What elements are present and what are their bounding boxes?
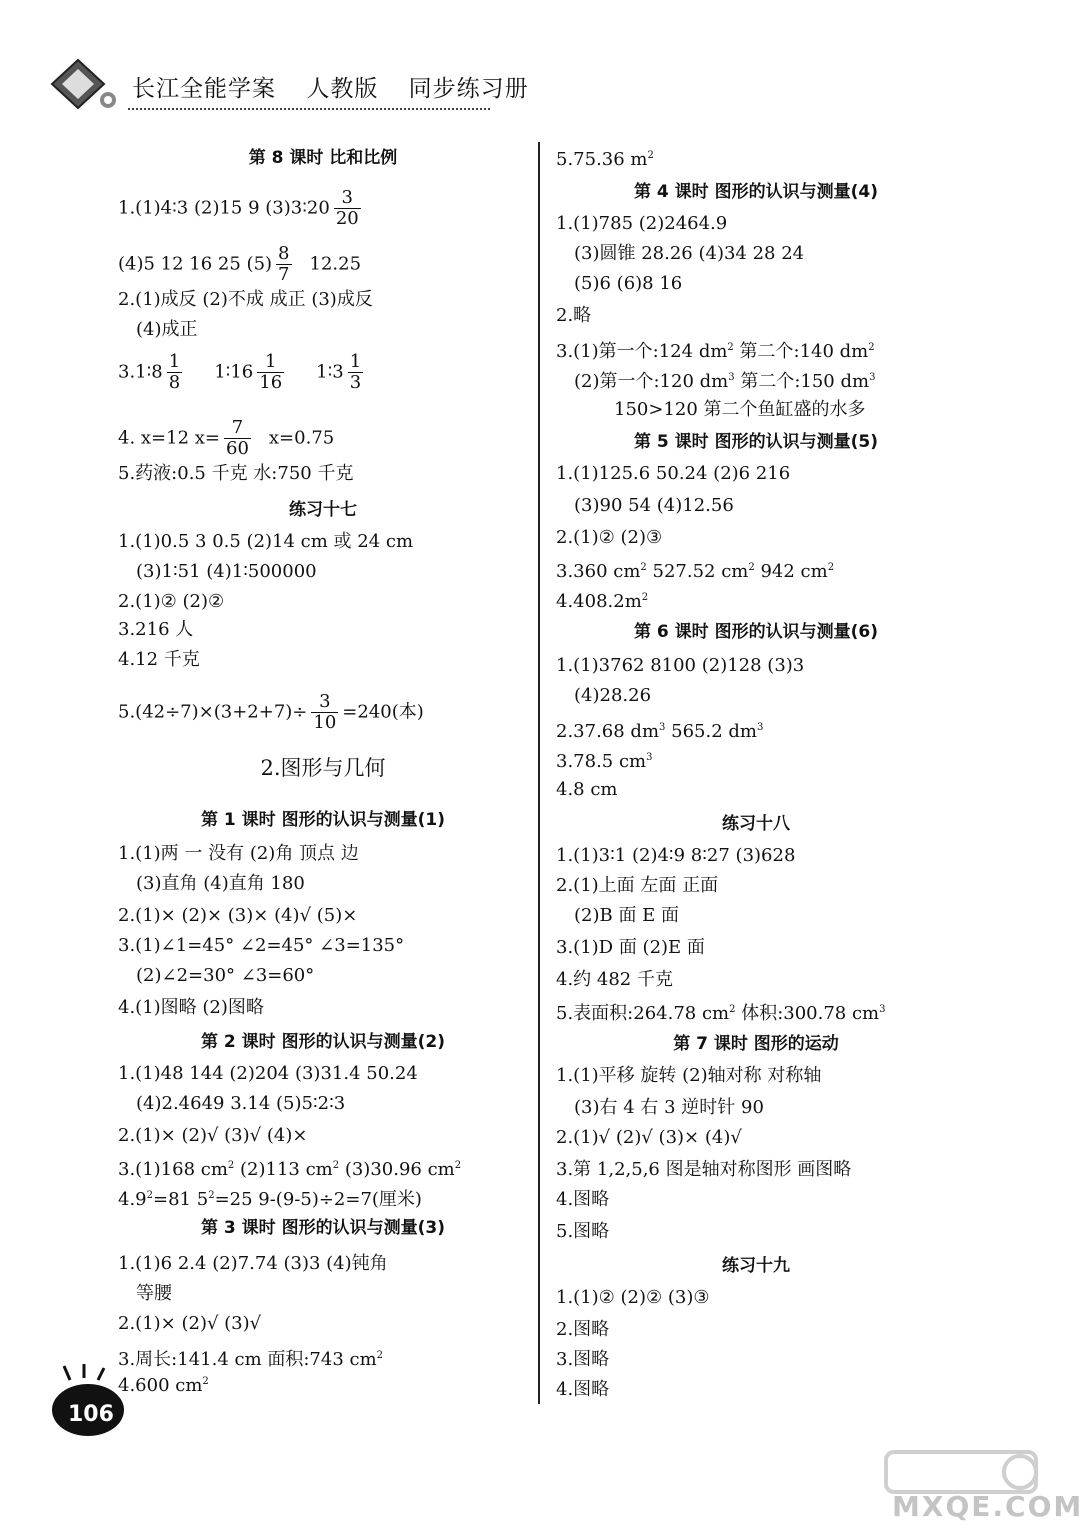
fraction: [334, 188, 361, 229]
page-number: 106: [68, 1402, 114, 1427]
answer-line: (3)90 54 (4)12.56: [574, 495, 734, 516]
answer-text: 体积:300.78 cm: [735, 1003, 880, 1024]
answer-line: [556, 998, 885, 1026]
superscript: 3: [646, 752, 653, 763]
answer-line: 4.图略: [556, 1379, 610, 1400]
answer-text: 4.9: [118, 1189, 147, 1210]
answer-line: [118, 188, 365, 229]
answer-text: 4. x=12 x=: [118, 427, 220, 449]
answer-line: 1.(1)3762 8100 (2)128 (3)3: [556, 655, 805, 676]
answer-line: 等腰: [136, 1283, 172, 1304]
answer-line: 2.(1)× (2)√ (3)√ (4)×: [118, 1125, 308, 1146]
answer-line: 2.(1)② (2)②: [118, 591, 225, 612]
superscript: 2: [332, 1160, 340, 1171]
answer-line: 2.(1)× (2)× (3)× (4)√ (5)×: [118, 905, 358, 926]
answer-text: (3)30.96 cm: [339, 1159, 455, 1180]
numerator: 3: [311, 692, 338, 713]
answer-line: 2.(1)② (2)③: [556, 527, 663, 548]
answer-line: [118, 1344, 383, 1372]
answer-line: 3.第 1,2,5,6 图是轴对称图形 画图略: [556, 1159, 852, 1180]
answer-text: 1.(1)4∶3 (2)15 9 (3)3∶20: [118, 197, 330, 219]
answer-line: 4.约 482 千克: [556, 969, 673, 990]
section-heading: 第 3 课时 图形的认识与测量(3): [201, 1218, 445, 1238]
answer-line: 1.(1)两 一 没有 (2)角 顶点 边: [118, 843, 359, 864]
fraction: [257, 352, 284, 393]
answer-line: 5.图略: [556, 1221, 610, 1242]
answer-line: 3.216 人: [118, 619, 194, 640]
section-heading: 练习十七: [289, 500, 357, 520]
answer-line: (2)∠2=30° ∠3=60°: [136, 965, 315, 986]
book-logo-icon: [48, 56, 120, 112]
header-book: 长江全能学案: [132, 76, 276, 102]
numerator: 1: [168, 351, 181, 372]
numerator: 3: [334, 188, 361, 209]
superscript: 2: [202, 1376, 209, 1387]
answer-text: 1∶3: [316, 361, 344, 383]
answer-line: (3)1∶51 (4)1∶500000: [136, 561, 317, 582]
superscript: 3: [879, 1004, 886, 1015]
section-heading: 练习十八: [722, 814, 790, 834]
answer-line: 4.(1)图略 (2)图略: [118, 997, 264, 1018]
answer-line: [556, 144, 654, 172]
answer-text: 527.52 cm: [646, 561, 749, 582]
denominator: 20: [335, 208, 359, 229]
answer-line: [556, 586, 648, 614]
answer-line: [574, 366, 875, 394]
answer-line: 1.(1)6 2.4 (2)7.74 (3)3 (4)钝角: [118, 1253, 388, 1274]
answer-text: 第二个:140 dm: [733, 341, 869, 362]
answer-line: (2)B 面 E 面: [574, 905, 680, 926]
denominator: 3: [349, 372, 362, 393]
denominator: 16: [259, 372, 283, 393]
numerator: 8: [278, 243, 290, 264]
answer-line: (4)28.26: [574, 685, 652, 706]
superscript: 2: [640, 562, 647, 573]
answer-line: [556, 716, 763, 744]
answer-line: 5.药液:0.5 千克 水:750 千克: [118, 463, 354, 484]
answer-line: 3.(1)D 面 (2)E 面: [556, 937, 705, 958]
answer-line: 1.(1)3∶1 (2)4∶9 8∶27 (3)628: [556, 845, 796, 866]
section-heading: 第 8 课时 比和比例: [248, 148, 398, 168]
fraction: [276, 244, 291, 285]
superscript: 2: [376, 1350, 384, 1361]
answer-line: 2.略: [556, 305, 592, 326]
answer-line: [556, 746, 653, 774]
answer-line: 2.图略: [556, 1319, 610, 1340]
superscript: 2: [729, 1004, 736, 1015]
answer-text: =25 9-(9-5)÷2=7(厘米): [214, 1189, 422, 1210]
denominator: 7: [278, 264, 290, 285]
answer-text: =81 5: [153, 1189, 209, 1210]
superscript: 2: [146, 1190, 154, 1201]
superscript: 2: [641, 592, 649, 603]
superscript: 2: [227, 1160, 235, 1171]
answer-text: 3.(1)168 cm: [118, 1159, 228, 1180]
answer-text: 5.75.36 m: [556, 149, 648, 170]
answer-line: [556, 556, 834, 584]
answer-line: [556, 336, 875, 364]
answer-text: (2)113 cm: [234, 1159, 333, 1180]
answer-line: 2.(1)成反 (2)不成 成正 (3)成反: [118, 289, 373, 310]
answer-line: 2.(1)√ (2)√ (3)× (4)√: [556, 1127, 742, 1148]
answer-text: 2.37.68 dm: [556, 721, 660, 742]
chapter-heading: 2.图形与几何: [260, 756, 386, 780]
numerator: 1: [349, 351, 362, 372]
answer-line: [118, 352, 367, 393]
header-edition: 人教版: [306, 76, 379, 102]
answer-line: 1.(1)48 144 (2)204 (3)31.4 50.24: [118, 1063, 418, 1084]
superscript: 2: [827, 562, 835, 573]
section-heading: 第 5 课时 图形的认识与测量(5): [634, 432, 878, 452]
answer-text: =240(本): [342, 701, 424, 723]
answer-line: 1.(1)0.5 3 0.5 (2)14 cm 或 24 cm: [118, 531, 414, 552]
answer-text: 3.360 cm: [556, 561, 641, 582]
superscript: 2: [727, 342, 734, 353]
superscript: 3: [728, 372, 735, 383]
answer-line: [118, 1154, 461, 1182]
answer-text: 5.表面积:264.78 cm: [556, 1003, 730, 1024]
section-heading: 第 4 课时 图形的认识与测量(4): [634, 182, 878, 202]
answer-line: 1.(1)平移 旋转 (2)轴对称 对称轴: [556, 1065, 822, 1086]
answer-line: [118, 244, 361, 285]
answer-line: 2.(1)上面 左面 正面: [556, 875, 719, 896]
answer-text: 12.25: [309, 253, 362, 275]
answer-line: 1.(1)785 (2)2464.9: [556, 213, 728, 234]
answer-line: [118, 418, 334, 459]
answer-text: 5.(42÷7)×(3+2+7)÷: [118, 701, 308, 723]
fraction: [224, 418, 251, 459]
denominator: 60: [226, 438, 249, 459]
superscript: 3: [756, 722, 764, 733]
answer-text: 4.600 cm: [118, 1375, 203, 1396]
page-number-badge-icon: [40, 1360, 130, 1440]
superscript: 3: [659, 722, 666, 733]
superscript: 2: [868, 342, 875, 353]
answer-text: 3.周长:141.4 cm 面积:743 cm: [118, 1349, 377, 1370]
header-divider: [128, 108, 490, 110]
answer-text: 3.78.5 cm: [556, 751, 647, 772]
superscript: 2: [748, 562, 755, 573]
numerator: 1: [257, 352, 284, 373]
answer-line: [118, 692, 424, 733]
header-title: [132, 70, 529, 103]
column-divider: [538, 142, 540, 1404]
answer-line: [118, 1370, 209, 1398]
answer-text: 3.1∶8: [118, 361, 163, 383]
superscript: 2: [208, 1190, 215, 1201]
answer-text: 565.2 dm: [665, 721, 757, 742]
denominator: 8: [168, 372, 181, 393]
answer-line: 1.(1)② (2)② (3)③: [556, 1287, 710, 1308]
superscript: 3: [869, 372, 876, 383]
section-heading: 第 6 课时 图形的认识与测量(6): [634, 622, 878, 642]
answer-line: 2.(1)× (2)√ (3)√: [118, 1313, 262, 1334]
page-header: [40, 52, 529, 122]
answer-line: 1.(1)125.6 50.24 (2)6 216: [556, 463, 791, 484]
answer-line: (3)直角 (4)直角 180: [136, 873, 305, 894]
answer-text: 1∶16: [214, 361, 254, 383]
answer-line: (4)2.4649 3.14 (5)5∶2∶3: [136, 1093, 346, 1114]
answer-text: 4.408.2m: [556, 591, 642, 612]
answer-text: (2)第一个:120 dm: [574, 371, 729, 392]
answer-line: 4.图略: [556, 1189, 610, 1210]
answer-line: (5)6 (6)8 16: [574, 273, 683, 294]
answer-text: x=0.75: [268, 427, 335, 449]
answer-line: 4.12 千克: [118, 649, 200, 670]
section-heading: 第 2 课时 图形的认识与测量(2): [201, 1032, 445, 1052]
fraction: [311, 692, 338, 733]
answer-line: (3)右 4 右 3 逆时针 90: [574, 1097, 764, 1118]
fraction: [348, 352, 363, 393]
section-heading: 第 1 课时 图形的认识与测量(1): [201, 810, 445, 830]
answer-line: 3.图略: [556, 1349, 610, 1370]
section-heading: 练习十九: [722, 1256, 790, 1276]
answer-text: (4)5 12 16 25 (5): [118, 253, 273, 275]
superscript: 2: [647, 150, 654, 161]
superscript: 2: [454, 1160, 462, 1171]
header-series: 同步练习册: [408, 76, 529, 102]
answer-line: 3.(1)∠1=45° ∠2=45° ∠3=135°: [118, 935, 405, 956]
denominator: 10: [313, 712, 337, 733]
watermark-text: MXQE.COM: [892, 1490, 1083, 1523]
answer-line: 150>120 第二个鱼缸盛的水多: [614, 399, 866, 420]
answer-line: 4.8 cm: [556, 779, 618, 800]
fraction: [167, 352, 182, 393]
answer-line: [118, 1184, 422, 1212]
answer-line: (3)圆锥 28.26 (4)34 28 24: [574, 243, 805, 264]
answer-text: 3.(1)第一个:124 dm: [556, 341, 728, 362]
section-heading: 第 7 课时 图形的运动: [673, 1034, 839, 1054]
answer-line: (4)成正: [136, 319, 198, 340]
answer-text: 942 cm: [754, 561, 828, 582]
numerator: 7: [224, 418, 251, 439]
answer-text: 第二个:150 dm: [734, 371, 870, 392]
